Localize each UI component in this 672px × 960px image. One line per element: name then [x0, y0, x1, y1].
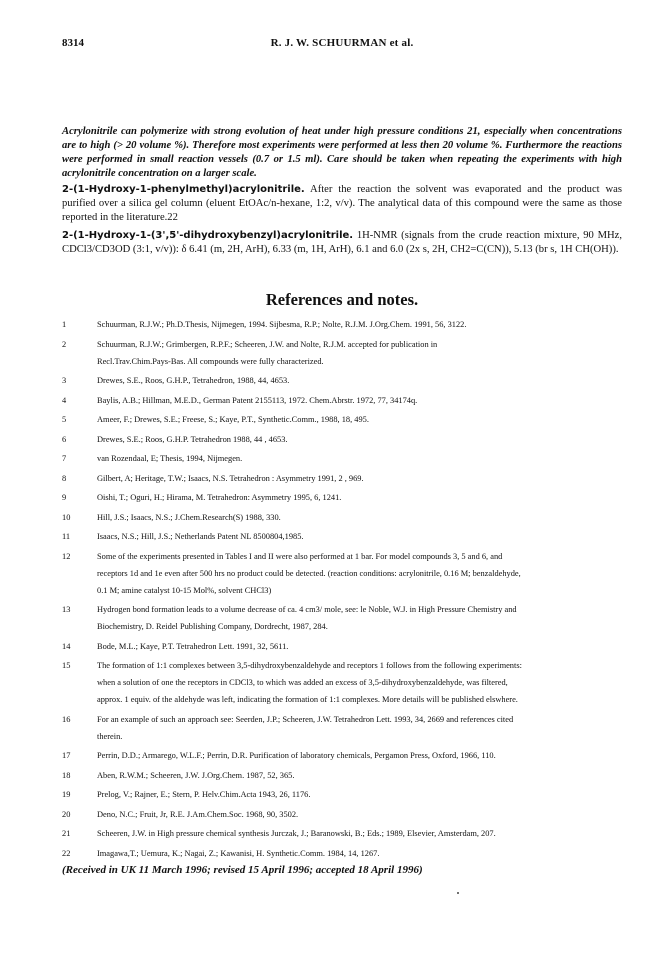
reference-line: For an example of such an approach see: Seerden, J.P.; Scheeren, J.W. Tetrahedron Lett. 1993, 34, 2669 and references cited — [97, 714, 514, 724]
reference-number: 15 — [62, 661, 71, 670]
references-heading: References and notes. — [265, 290, 419, 309]
reference-item — [62, 642, 622, 652]
reference-item — [62, 513, 622, 523]
reference-line: Scheeren, J.W. in High pressure chemical synthesis Jurczak, J.; Baranowski, B.; Eds.; 1989, Elsevier, Amsterdam, 207. — [97, 829, 496, 838]
reference-text — [97, 715, 622, 742]
reference-text — [97, 751, 622, 761]
reference-text — [97, 810, 622, 820]
reference-number: 11 — [62, 532, 71, 541]
reference-item — [62, 493, 622, 503]
compound-1-text: After the reaction the solvent was evaporated and the product was purified over a silica gel column (eluent EtOAc/n-hexane, 1:2, v/v). The analytical data of this compound were the same as those reported in the literature.22 — [62, 184, 622, 223]
reference-text — [97, 790, 622, 800]
reference-number: 3 — [62, 376, 67, 385]
experimental-note: Acrylonitrile can polymerize with strong evolution of heat under high pressure conditions 21, especially when concentrations are to high (> 20 volume %). Therefore most experiments were performed at less then 20 volume %. Furthermore the reactions were performed in small reaction vessels (0.7 or 1.5 ml). Care should be taken when repeating the experiments with high acrylonitrile concentration on a larger scale. — [62, 126, 622, 179]
reference-text — [97, 771, 622, 781]
reference-item — [62, 340, 622, 367]
reference-line: Prelog, V.; Rajner, E.; Stern, P. Helv.Chim.Acta 1943, 26, 1176. — [97, 790, 311, 799]
reference-item — [62, 532, 622, 542]
reference-number: 9 — [62, 493, 67, 502]
reference-line: Ameer, F.; Drewes, S.E.; Freese, S.; Kaye, P.T., Synthetic.Comm., 1988, 18, 495. — [97, 415, 369, 424]
reference-item — [62, 415, 622, 425]
reference-text — [97, 474, 622, 484]
reference-line: Gilbert, A; Heritage, T.W.; Isaacs, N.S. Tetrahedron : Asymmetry 1991, 2 , 969. — [97, 473, 364, 483]
reference-number: 1 — [62, 320, 67, 329]
reference-text — [97, 415, 622, 425]
reference-line: The formation of 1:1 complexes between 3,5-dihydroxybenzaldehyde and receptors 1 follows from the following experiments: — [97, 661, 522, 670]
reference-line: Bode, M.L.; Kaye, P.T. Tetrahedron Lett. 1991, 32, 5611. — [97, 641, 289, 651]
reference-text — [97, 454, 622, 464]
compound-1-name: 2-(1-Hydroxy-1-phenylmethyl)acrylonitrile. — [62, 184, 305, 195]
reference-number: 2 — [62, 339, 67, 349]
references-list — [62, 320, 622, 868]
reference-item — [62, 605, 622, 632]
reference-number: 10 — [62, 512, 71, 522]
reference-item — [62, 396, 622, 406]
reference-item — [62, 849, 622, 859]
print-speck — [457, 892, 459, 894]
reference-number: 8 — [62, 473, 67, 483]
reference-text — [97, 513, 622, 523]
reference-number: 17 — [62, 751, 71, 760]
reference-text — [97, 320, 622, 330]
reference-line: Oishi, T.; Oguri, H.; Hirama, M. Tetrahedron: Asymmetry 1995, 6, 1241. — [97, 493, 342, 502]
page-header — [62, 37, 622, 53]
reference-line: Hydrogen bond formation leads to a volume decrease of ca. 4 cm3/ mole, see: le Noble, W.J. in High Pressure Chemistry and — [97, 605, 517, 614]
reference-number: 5 — [62, 415, 67, 424]
reference-number: 12 — [62, 551, 71, 561]
compound-1-paragraph — [62, 183, 622, 225]
reference-number: 18 — [62, 770, 71, 780]
reference-item — [62, 810, 622, 820]
reference-text — [97, 493, 622, 503]
reference-line: Isaacs, N.S.; Hill, J.S.; Netherlands Patent NL 8500804,1985. — [97, 532, 304, 541]
reference-number: 20 — [62, 809, 71, 819]
reference-line: Schuurman, R.J.W.; Ph.D.Thesis, Nijmegen, 1994. Sijbesma, R.P.; Nolte, R.J.M. J.Org.Chem. 1991, 56, 3122. — [97, 320, 467, 329]
compound-2-name: 2-(1-Hydroxy-1-(3',5'-dihydroxybenzyl)acrylonitrile. — [62, 230, 354, 241]
reference-number: 19 — [62, 790, 71, 799]
reference-line: Drewes, S.E., Roos, G.H.P., Tetrahedron, 1988, 44, 4653. — [97, 376, 290, 385]
reference-item — [62, 829, 622, 839]
page-number: 8314 — [62, 37, 84, 49]
reference-item — [62, 320, 622, 330]
reference-text — [97, 376, 622, 386]
reference-line: when a solution of one the receptors in CDCl3, to which was added an excess of 3,5-dihydroxybenzaldehyde, was filtered, — [97, 678, 508, 687]
reference-text — [97, 396, 622, 406]
reference-text — [97, 849, 622, 859]
received-dates: (Received in UK 11 March 1996; revised 15 April 1996; accepted 18 April 1996) — [62, 864, 423, 876]
reference-item — [62, 474, 622, 484]
reference-number: 22 — [62, 848, 71, 858]
reference-text — [97, 532, 622, 542]
reference-number: 6 — [62, 434, 67, 444]
running-head: R. J. W. SCHUURMAN et al. — [270, 37, 414, 49]
reference-item — [62, 790, 622, 800]
reference-line: Schuurman, R.J.W.; Grimbergen, R.P.F.; Scheeren, J.W. and Nolte, R.J.M. accepted for publication in — [97, 339, 438, 349]
reference-text — [97, 340, 622, 367]
reference-line: van Rozendaal, E; Thesis, 1994, Nijmegen. — [97, 454, 243, 463]
reference-item — [62, 376, 622, 386]
reference-number: 16 — [62, 714, 71, 724]
reference-line: Perrin, D.D.; Armarego, W.L.F.; Perrin, D.R. Purification of laboratory chemicals, Pergamon Press, Oxford, 1966, 110. — [97, 751, 496, 760]
reference-line: Some of the experiments presented in Tables I and II were also performed at 1 bar. For model compounds 3, 5 and 6, and — [97, 551, 503, 561]
reference-line: Aben, R.W.M.; Scheeren, J.W. J.Org.Chem. 1987, 52, 365. — [97, 770, 295, 780]
reference-item — [62, 435, 622, 445]
reference-line: Biochemistry, D. Reidel Publishing Company, Dordrecht, 1987, 284. — [97, 622, 328, 631]
reference-number: 7 — [62, 454, 67, 463]
reference-line: receptors 1d and 1e even after 500 hrs no product could be detected. (reaction conditions: acrylonitrile, 0.16 M; benzaldehyde, — [97, 568, 521, 578]
reference-number: 21 — [62, 829, 71, 838]
reference-text — [97, 605, 622, 632]
reference-item — [62, 661, 622, 705]
reference-text — [97, 435, 622, 445]
reference-item — [62, 771, 622, 781]
compound-2-paragraph — [62, 229, 622, 257]
reference-item — [62, 715, 622, 742]
reference-line: Hill, J.S.; Isaacs, N.S.; J.Chem.Research(S) 1988, 330. — [97, 512, 281, 522]
reference-line: Baylis, A.B.; Hillman, M.E.D., German Patent 2155113, 1972. Chem.Abrstr. 1972, 77, 34174q. — [97, 395, 418, 405]
compound-2-text: 1H-NMR (signals from the crude reaction mixture, 90 MHz, CDCl3/CD3OD (3:1, v/v)): δ 6.41 (m, 2H, ArH), 6.33 (m, 1H, ArH), 6.1 and 6.0 (2x s, 2H, CH2=C(CN)), 5.13 (br s, 1H CH(OH)). — [62, 230, 622, 255]
reference-number: 13 — [62, 605, 71, 614]
reference-text — [97, 642, 622, 652]
reference-item — [62, 751, 622, 761]
reference-line: Recl.Trav.Chim.Pays-Bas. All compounds were fully characterized. — [97, 356, 324, 366]
reference-line: therein. — [97, 731, 123, 741]
reference-text — [97, 829, 622, 839]
reference-number: 4 — [62, 395, 67, 405]
reference-line: Deno, N.C.; Fruit, Jr, R.E. J.Am.Chem.Soc. 1968, 90, 3502. — [97, 809, 299, 819]
reference-line: Imagawa,T.; Uemura, K.; Nagai, Z.; Kawanisi, H. Synthetic.Comm. 1984, 14, 1267. — [97, 848, 380, 858]
reference-line: approx. 1 equiv. of the aldehyde was left, indicating the formation of 1:1 complexes. More details will be published elswhere. — [97, 695, 518, 704]
reference-number: 14 — [62, 641, 71, 651]
reference-item — [62, 454, 622, 464]
reference-item — [62, 552, 622, 596]
reference-line: 0.1 M; amine catalyst 10-15 Mol%, solvent CHCl3) — [97, 585, 272, 595]
reference-text — [97, 661, 622, 705]
reference-text — [97, 552, 622, 596]
reference-line: Drewes, S.E.; Roos, G.H.P. Tetrahedron 1988, 44 , 4653. — [97, 434, 288, 444]
